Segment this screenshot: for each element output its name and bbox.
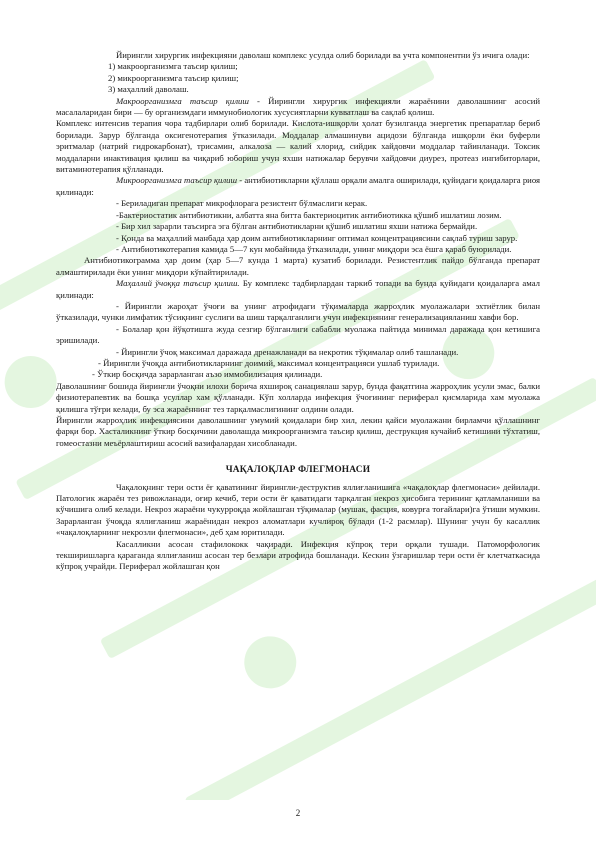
local-rule-item: - Болалар қон йўқотишга жуда сезгир бўлганлиги сабабли муолажа пайтида минимал даражада қон кетишига эришилади. [56,323,540,346]
macro-text: - Йирингли хирургик инфекцияли жараёнини даволашнинг асосий масалаларидан бири — бу организмдаги иммунобиологик хусусиятларни кувватлаш ва сақлаб қолиш. [56,95,540,118]
micro-term: Микроорганизмга таъсир қилиш [116,175,238,186]
phlegmon-paragraph-2: Касалликни асосан стафилококк чақиради. Инфекция кўпроқ тери орқали тушади. Патоморфологик текширишларга қараганда яллиғланиш асосан тер безлари атрофида бошланади. Кескин ўзгаришлар тери ости ёғ клетчаткасида кўпроқ учрайди. Периферал жойлашган қон [56,538,540,572]
phlegmon-paragraph-1: Чақалоқнинг тери ости ёғ қаватининг йирингли-деструктив яллиғланишига «чақалоқлар флегмонаси» дейилади. Патологик жараён тез ривожланади, оғир кечиб, тери ости ёғ қаватидаги тарқалган некроз ҳисобига терининг қатламланиши ва кўчишига олиб келади. Некроз жараёни чукурроқда жойлашган тўқималар (мушак, фасция, ковурға тоғайлари)га ўтиши мумкин. Зарарланган ўчоқда яллиғланиш жараёнидан некроз аломатлари кучлироқ бўлади (1-2 расмлар). Шунинг учун бу касаллик «чақалоқларнинг некрозли флегмонаси», деб ҳам юритилади. [56,481,540,538]
macro-term: Макроорганизмга таъсир қилиш [116,95,249,106]
local-rule-item: - Йирингли ўчоқда антибиотикларнинг доимий, максимал концентрацияси ушлаб турилади. [98,357,440,368]
list-item: 1) макроорганизмга таъсир қилиш; [108,61,238,72]
local-rule-item: - Ўткир босқичда зарарланган аъзо иммобилизация қилинади. [92,369,323,380]
micro-text: - антибиотикларни қўллаш орқали амалга оширилади, қуйидаги қоидаларга риоя қилинади: [56,175,540,197]
page-number: 2 [295,808,301,818]
macro-paragraph [56,96,540,119]
local-rule-item: - Йирингли ўчоқ максимал даражада дренажланади ва некротик тўқималар олиб ташланади. [116,346,459,357]
list-item: 3) маҳаллий даволаш. [108,84,189,95]
comparison-paragraph: Йирингли жарроҳлик инфекциясини даволашнинг умумий қоидалари бир хил, лекин қайси муолажани бирламчи қўллашнинг фарқи бор. Хасталикнинг ўткир босқичини даволашда микроорганизмга таъсир қилиш, деструкция кучайиб кетишини тўхтатиш, гомеостазни меъёрлаштириш асосий вазифалардан хисобланади. [56,415,540,448]
local-rule-item: - Йирингли жароҳат ўчоғи ва унинг атрофидаги тўқималарда жарроҳлик муолажалари эхтиётлик билан ўтказилади, чунки лимфатик тўсиқнинг суслиги ва шиш тарқалганлиги учун инфекциянинг генерализацияланиш хавфи бор. [56,300,540,323]
local-text: Бу комплекс тадбирлардан таркиб топади ва бунда қуйидаги қоидаларга амал қилинади: [56,278,540,300]
local-term: Маҳаллий ўчоққа таъсир қилиш. [116,278,240,289]
micro-rule-item: - Антибиотикотерапия камида 5—7 кун мобайнида ўтказилади, унинг миқдори эса ёшга қараб буюрилади. [116,243,512,254]
antibiogram-paragraph: Антибиотикограмма ҳар доим (ҳар 5—7 кунда 1 марта) кузатиб борилади. Резистентлик пайдо бўлганда препарат алмаштирилади ёки унинг миқдори кўпайтирилади. [56,255,540,277]
treatment-paragraph: Даволашнинг бошида йирингли ўчоқни илохи борича яхшироқ санациялаш зарур, бунда фақатгина жарроҳлик усули эмас, балки физиотерапевтик ва бошқа усуллар хам қўлланади. Кўп холларда инфекция ўчоғининг периферал қисмларида хам муолажа қилишга тўғри келади, бу эса жараённинг тез тарқалмаслигининг олдини олади. [56,380,540,414]
micro-paragraph [56,175,540,198]
local-paragraph [56,278,540,301]
micro-rule-item: - Қонда ва маҳаллий манбада ҳар доим антибиотикларнинг оптимал концентрациясини сақлаб туриш зарур. [116,232,518,243]
document-body [56,50,540,573]
section-title: ЧАҚАЛОҚЛАР ФЛЕГМОНАСИ [225,465,371,476]
components-list [56,61,540,95]
micro-rule-item: -Бактериостатик антибиотикни, албатта яна битта бактериоцитик антибиотикка қўшиб ишлатиш лозим. [116,209,502,220]
micro-rule-item: - Бериладиган препарат микрофлорага резистент бўлмаслиги керак. [116,198,368,209]
intro-paragraph: Йирингли хирургик инфекцияни даволаш комплекс усулда олиб борилади ва учта компонентни ўз ичига олади: [116,50,530,60]
list-item: 2) микроорганизмга таъсир қилиш; [108,72,239,83]
micro-rule-item: - Бир хил зарарли таъсирга эга бўлган антибиотикларни қўшиб ишлатиш яхши натижа бермайди. [116,221,478,232]
complex-therapy-paragraph: Комплекс интенсив терапия чора тадбирлари олиб борилади. Кислота-ишқорли ҳолат бузилганда энергетик препаратлар бериб борилади. Зарур бўлганда оксигенотерапия ўтказилади. Моддалар алмашинуви ацидози бўлганда ишқорли ёки буферли эритмалар (натрий гидрокарбонат), трисамин, алкалоза — калий хлорид, сийдик хайдовчи моддалар тайинланади. Токсик моддаларни инактивация қилиш ва чиқариб юбориш учун яхши натижалар берувчи хайдовчи диурез, протеаз ингибиторлари, витаминотерапия қўлланади. [56,118,540,175]
